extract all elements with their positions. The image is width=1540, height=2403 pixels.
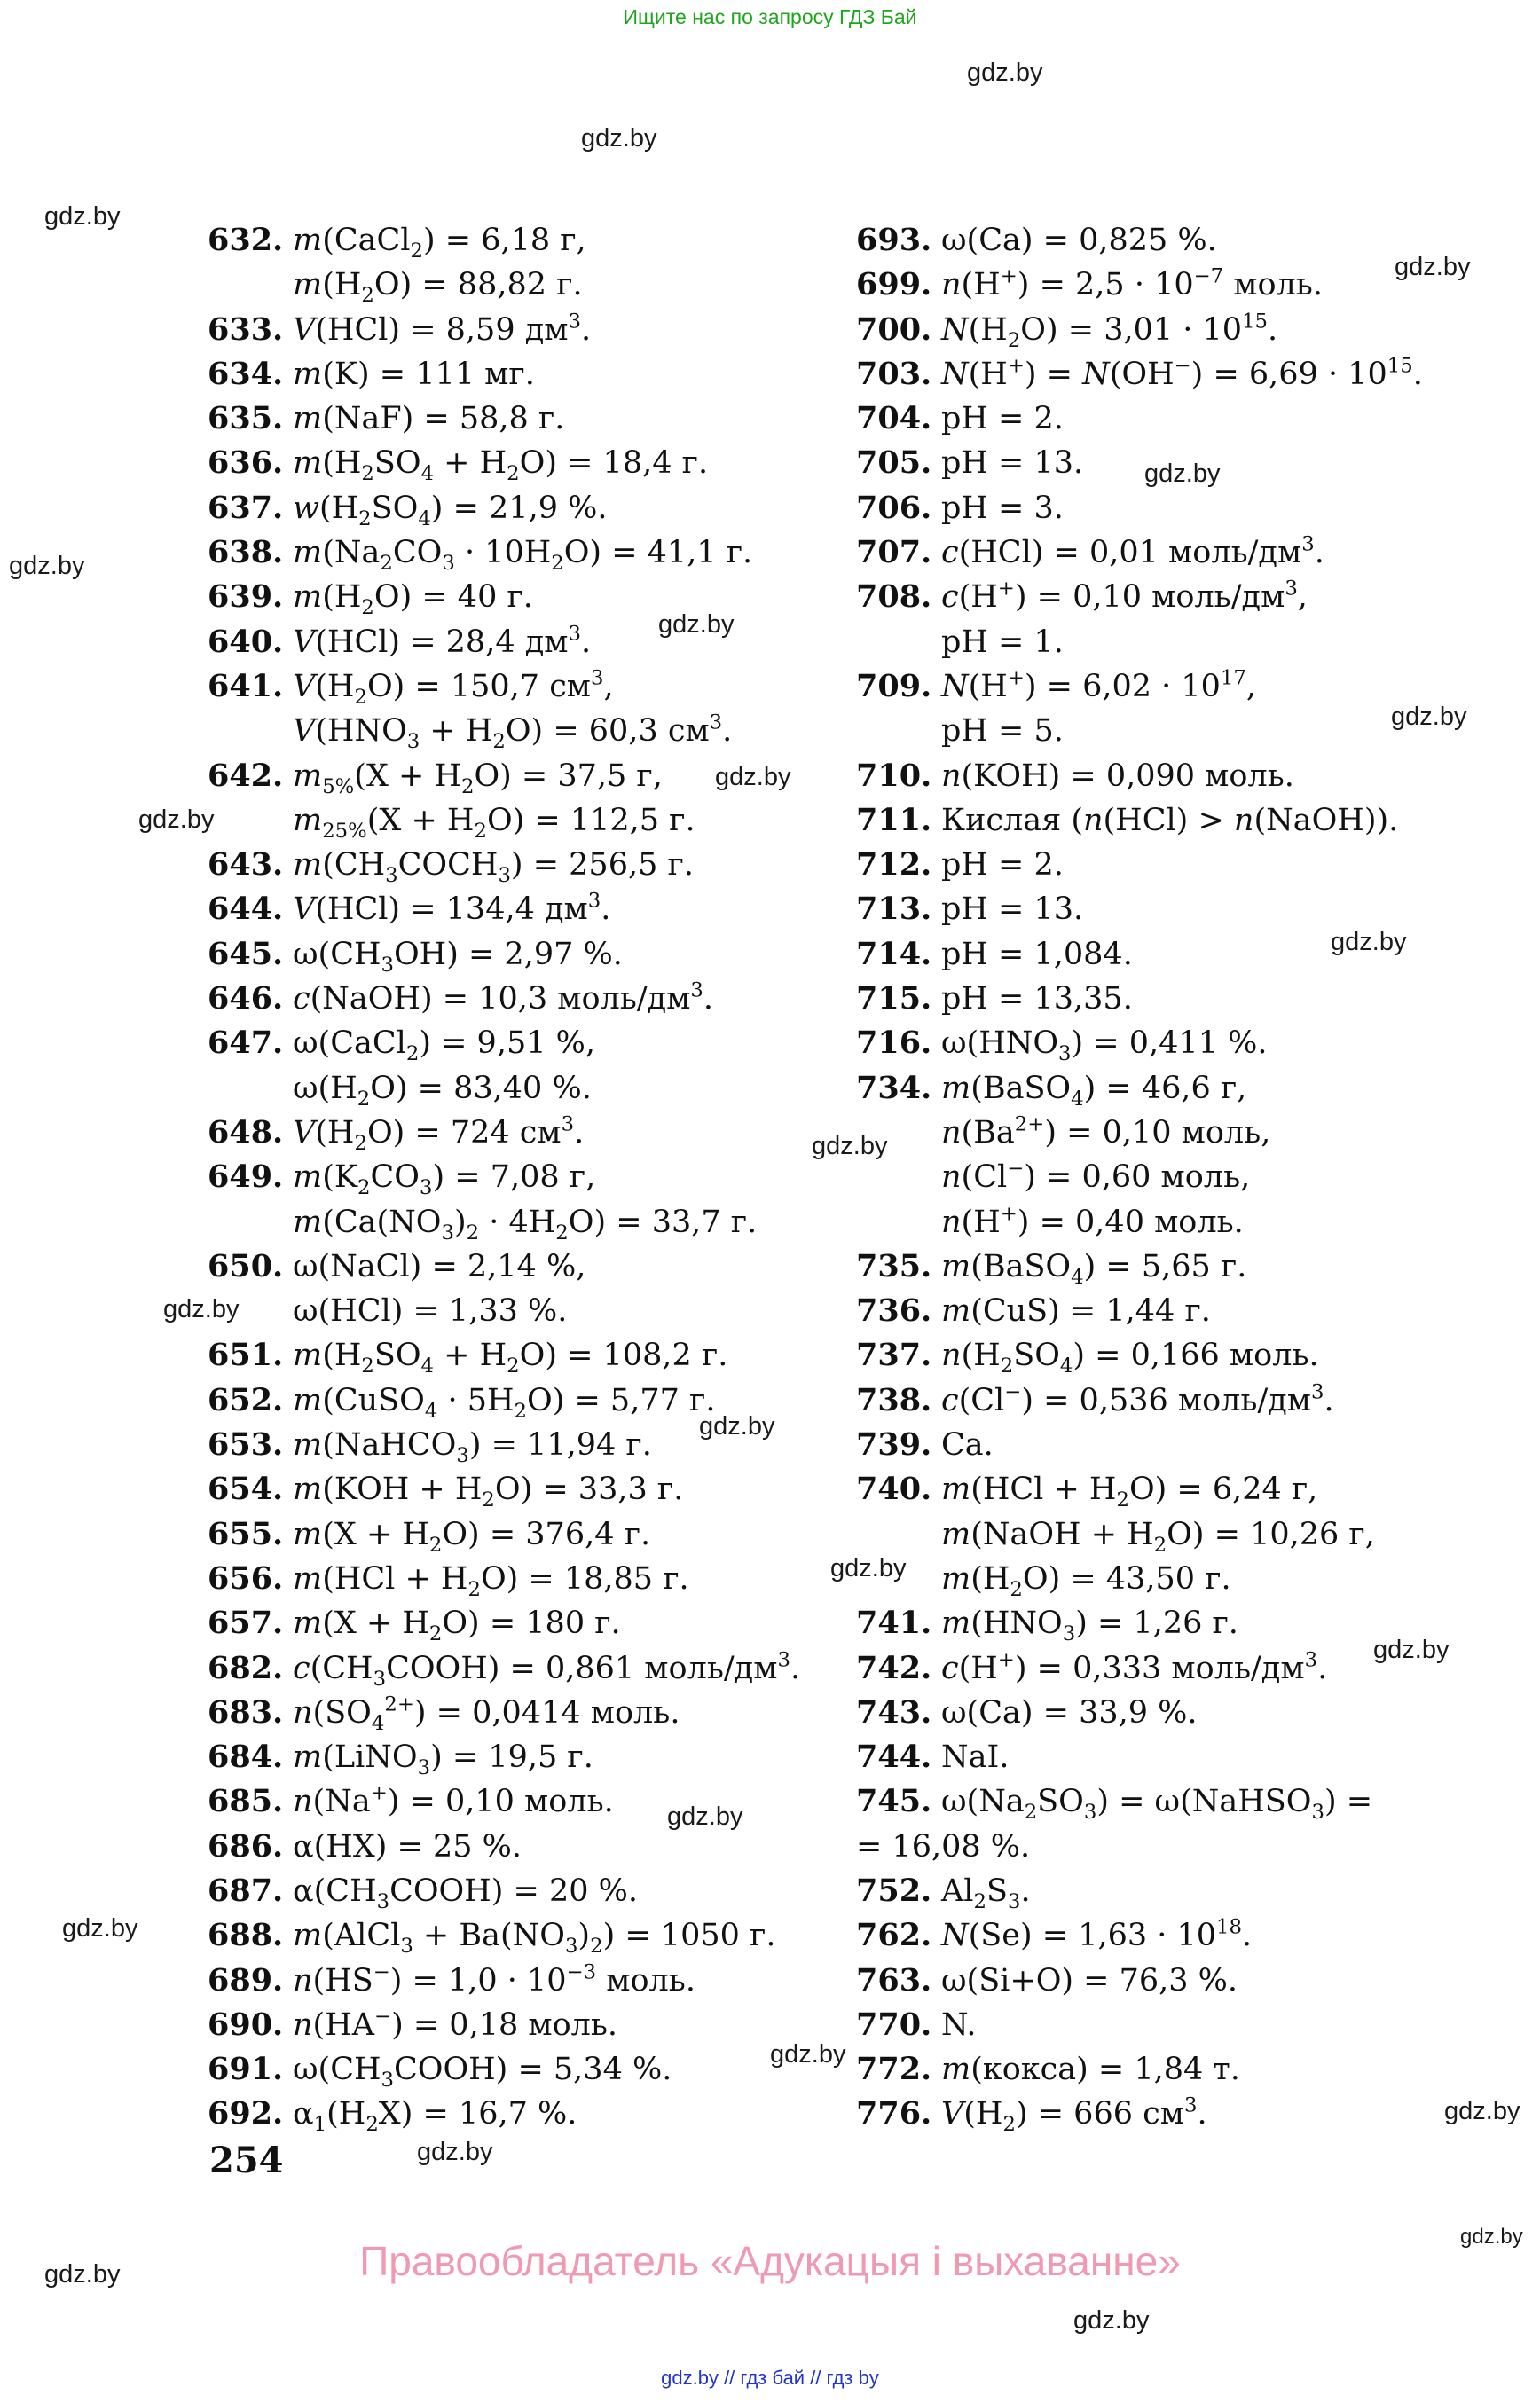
answer-number: 776. (856, 2095, 932, 2132)
answer-entry (856, 664, 1477, 709)
answer-entry (856, 1289, 1477, 1333)
answer-text: $m_{25\%}(X + H_2O) = 112,5$ г. (293, 802, 695, 843)
answer-entry (208, 1111, 846, 1155)
answer-entry (208, 1779, 846, 1824)
watermark: gdz.by (1373, 1636, 1450, 1664)
answer-entry (208, 1021, 846, 1065)
answer-number: 656. (208, 1559, 284, 1597)
answer-number: 641. (208, 667, 284, 704)
answer-text: $m(KOH + H_2O) = 33,3$ г. (293, 1472, 684, 1512)
answer-text: n(H+) = 0,40 моль. (941, 1201, 1244, 1240)
answer-entry (856, 1512, 1477, 1557)
answer-entry (208, 575, 846, 619)
answer-number: 752. (856, 1872, 932, 1909)
answer-number: 707. (856, 534, 932, 571)
answer-number: 739. (856, 1426, 932, 1464)
answer-number: 716. (856, 1025, 932, 1062)
answer-number: 706. (856, 489, 932, 526)
answer-entry (856, 1959, 1477, 2003)
answer-entry (856, 1869, 1477, 1913)
answer-text: m(NaOH + $H_2O) = 10,26$ г, (941, 1516, 1375, 1557)
answer-entry (856, 218, 1477, 263)
answer-number: 700. (856, 310, 932, 348)
answer-number: 711. (856, 801, 932, 838)
answer-entry (856, 1601, 1477, 1645)
answer-text: c(H+) = 0,10 моль/$дм^3$, (941, 577, 1308, 616)
answer-text: pH = 13. (941, 445, 1084, 482)
answer-number: 643. (208, 846, 284, 883)
answer-entry (856, 352, 1477, 397)
answer-text: $\alpha(CH_3COOH) = 20$ %. (293, 1873, 639, 1913)
answer-text: m(CaCl$_2$) = 6,18 г, (293, 223, 586, 263)
answer-entry (856, 1423, 1477, 1467)
answer-text: $m(H_2SO_4 + H_2O) = 18,4$ г. (293, 445, 709, 486)
answer-number: 699. (856, 266, 932, 303)
watermark: gdz.by (1073, 2306, 1150, 2335)
answer-text: pH = 1,084. (941, 936, 1133, 972)
answer-entry (856, 1155, 1477, 1199)
answer-number: 713. (856, 891, 932, 928)
answer-number: 745. (856, 1783, 932, 1820)
answer-number: 634. (208, 355, 284, 392)
answer-number: 743. (856, 1693, 932, 1731)
answer-number: 636. (208, 444, 284, 482)
answer-text: $V(HNO_3 + H_2O) = 60,3$ $см^3$. (293, 711, 733, 754)
answer-text: NaI. (941, 1739, 1010, 1776)
answer-text: $n(SO_4^{2+}) = 0,0414$ моль. (293, 1692, 680, 1735)
answer-text: $N(H_2O) = 3,01 \cdot 10^{15}$. (941, 309, 1278, 352)
answer-entry (208, 798, 846, 843)
answer-entry (856, 1066, 1477, 1111)
answer-number: 640. (208, 623, 284, 660)
answer-entry (856, 1467, 1477, 1512)
answer-entry (856, 1779, 1477, 1824)
answer-text: $m(H_2SO_4 + H_2O) = 108,2$ г. (293, 1338, 728, 1378)
answer-entry (856, 1200, 1477, 1245)
answer-entry (208, 1245, 846, 1289)
watermark: gdz.by (699, 1412, 775, 1441)
answer-text: $c(CH_3COOH) = 0,861$ моль/$дм^3$. (293, 1647, 801, 1691)
answer-number: 682. (208, 1649, 284, 1686)
answer-text: m(BaSO$_4$) = 46,6 г, (941, 1070, 1247, 1111)
answer-text: m(K) = 111 мг. (293, 356, 535, 392)
answer-entry (856, 2047, 1477, 2092)
answer-number: 655. (208, 1515, 284, 1552)
watermark: gdz.by (417, 2138, 493, 2166)
answer-entry (856, 1111, 1477, 1155)
answer-text: $\omega(CH_3COOH) = 5,34$ %. (293, 2052, 672, 2093)
answer-text: $m_{5\%}(X + H_2O) = 37,5$ г, (293, 758, 663, 798)
copyright-notice: Правообладатель «Адукацыя і выхаванне» (359, 2238, 1181, 2284)
watermark: gdz.by (1391, 703, 1467, 731)
answer-text: pH = 3. (941, 490, 1064, 526)
answer-number: 689. (208, 1961, 284, 1999)
answer-entry (856, 887, 1477, 931)
answer-text: $m(H_2O) = 40$ г. (293, 579, 533, 620)
answer-text: n(KOH) = 0,090 моль. (941, 758, 1294, 794)
answer-text: ω(Ca) = 33,9 %. (941, 1694, 1198, 1731)
answer-number: 693. (856, 222, 932, 258)
page-number: 254 (209, 2140, 284, 2181)
answer-text: V(HCl) = 8,59 $дм^3$. (293, 309, 592, 348)
answer-entry (208, 2047, 846, 2092)
answer-text: Кислая (n(HCl) > n(NaOH)). (941, 802, 1399, 838)
answer-entry (856, 932, 1477, 977)
answer-entry (856, 843, 1477, 887)
answer-number: 637. (208, 489, 284, 526)
watermark: gdz.by (770, 2040, 846, 2069)
answer-entry (856, 308, 1477, 352)
answer-number: 709. (856, 667, 932, 704)
answer-text: c(NaOH) = 10,3 моль/$дм^3$. (293, 978, 714, 1017)
answer-entry (856, 1378, 1477, 1423)
answer-text: m(BaSO$_4$) = 5,65 г. (941, 1248, 1247, 1289)
answer-entry (208, 1423, 846, 1467)
answer-number: 645. (208, 935, 284, 972)
answer-entry (856, 1691, 1477, 1735)
answer-number: 772. (856, 2051, 932, 2088)
answer-number: 648. (208, 1113, 284, 1150)
answer-number: 770. (856, 2006, 932, 2043)
answer-number: 738. (856, 1381, 932, 1418)
answer-entry (856, 397, 1477, 441)
answer-text: c(Cl−) = 0,536 моль/$дм^3$. (941, 1380, 1334, 1418)
answer-entry (208, 1646, 846, 1691)
answer-number: 683. (208, 1693, 284, 1731)
answer-text: $\omega(Na_2SO_3)$ = ω(NaHSO$_3$) = (941, 1784, 1373, 1825)
answer-text: m(LiNO$_3$) = 19,5 г. (293, 1739, 593, 1780)
answer-number: 633. (208, 310, 284, 348)
answer-number: 688. (208, 1917, 284, 1954)
watermark: gdz.by (163, 1295, 240, 1323)
answer-entry (208, 620, 846, 664)
answer-number: 686. (208, 1827, 284, 1865)
watermark: gdz.by (667, 1802, 743, 1831)
answer-text: pH = 2. (941, 847, 1064, 883)
answer-number: 744. (856, 1739, 932, 1776)
answer-entry (856, 1333, 1477, 1378)
answer-text: $V(H_2O) = 150,7$ $см^3$, (293, 666, 614, 709)
answer-entry (208, 1333, 846, 1378)
answer-text: $m(HCl + H_2O) = 18,85$ г. (293, 1560, 689, 1601)
watermark: gdz.by (44, 2260, 121, 2289)
answer-text: m(CuS) = 1,44 г. (941, 1293, 1211, 1330)
answer-entry (856, 2003, 1477, 2047)
answer-text: n(HA−) = 0,18 моль. (293, 2005, 618, 2043)
answer-entry (208, 2092, 846, 2136)
answer-text: $w(H_2SO_4) = 21,9$ %. (293, 490, 608, 530)
answer-entry (856, 1245, 1477, 1289)
answer-entry (208, 754, 846, 798)
answer-entry (208, 1959, 846, 2003)
answer-entry (208, 977, 846, 1021)
answers-column-right (856, 218, 1477, 2137)
watermark: gdz.by (138, 805, 215, 834)
answer-text: pH = 2. (941, 401, 1064, 437)
answer-number: 690. (208, 2006, 284, 2043)
answer-number: 638. (208, 534, 284, 571)
answer-number: 685. (208, 1783, 284, 1820)
answer-text: N. (941, 2006, 977, 2043)
answer-number: 710. (856, 757, 932, 794)
answer-entry (856, 1557, 1477, 1601)
answer-entry (856, 263, 1477, 307)
watermark: gdz.by (1444, 2097, 1520, 2125)
answer-number: 712. (856, 846, 932, 883)
answer-entry (208, 2003, 846, 2047)
answer-text: V(HCl) = 134,4 $дм^3$. (293, 889, 611, 928)
answer-text: $n(Ba^{2+}) = 0,10$ моль, (941, 1112, 1271, 1150)
answer-entry (208, 843, 846, 887)
answer-number: 762. (856, 1917, 932, 1954)
answer-text: n(Na+) = 0,10 моль. (293, 1781, 614, 1820)
answers-column-left (208, 218, 846, 2137)
answer-entry (856, 754, 1477, 798)
answer-entry (208, 664, 846, 709)
answer-number: 708. (856, 578, 932, 616)
answer-text: ω(Ca) = 0,825 %. (941, 223, 1217, 258)
answer-entry (856, 1825, 1477, 1869)
watermark: gdz.by (1460, 2225, 1523, 2249)
answer-number: 734. (856, 1069, 932, 1106)
answer-number: 692. (208, 2095, 284, 2132)
answer-number: 763. (856, 1961, 932, 1999)
answer-number: 703. (856, 355, 932, 392)
answer-entry (208, 218, 846, 263)
answer-number: 651. (208, 1337, 284, 1374)
watermark: gdz.by (1395, 253, 1471, 281)
answer-text: pH = 5. (941, 713, 1064, 750)
answer-entry (208, 308, 846, 352)
answer-text: $V(H_2) = 666$ $см^3$. (941, 2093, 1207, 2137)
answer-text: m(CuSO$_4$ · $5H_2O) = 5,77$ г. (293, 1382, 716, 1423)
answer-text: $m(HCl + H_2O) = 6,24$ г, (941, 1472, 1318, 1512)
answer-text: = 16,08 %. (856, 1828, 1031, 1865)
answer-entry (208, 397, 846, 441)
answer-text: pH = 13. (941, 891, 1084, 928)
answer-entry (208, 352, 846, 397)
answer-entry (856, 709, 1477, 753)
answer-text: $\alpha_1(H_2X) = 16,7$ %. (293, 2096, 578, 2137)
answer-number: 736. (856, 1292, 932, 1330)
answer-text: ω(HCl) = 1,33 %. (293, 1293, 568, 1330)
answer-text: m(AlCl$_3$ + $Ba(NO_3)_2) = 1050$ г. (293, 1918, 776, 1959)
answer-text: $m(Na_2CO_3 \cdot 10H_2O) = 41,1$ г. (293, 535, 753, 576)
watermark: gdz.by (581, 124, 657, 153)
answer-text: n(Cl−) = 0,60 моль, (941, 1157, 1251, 1196)
answer-entry (208, 1512, 846, 1557)
answer-entry (208, 486, 846, 530)
answer-number: 657. (208, 1605, 284, 1642)
answer-text: $N(H^+) = 6,02 \cdot 10^{17}$, (941, 666, 1257, 704)
bottom-links[interactable]: gdz.by // гдз бай // гдз by (661, 2367, 879, 2389)
answer-text: $m(Ca(NO_3)_2 \cdot 4H_2O) = 33,7$ г. (293, 1204, 758, 1245)
answer-text: V(HCl) = 28,4 $дм^3$. (293, 622, 592, 660)
answer-number: 715. (856, 980, 932, 1017)
answer-entry (208, 263, 846, 307)
answer-text: $m(HNO_3) = 1,26$ г. (941, 1606, 1238, 1646)
answer-text: $m(H_2O) = 43,50$ г. (941, 1560, 1231, 1601)
watermark: gdz.by (44, 202, 121, 231)
answer-entry (208, 1557, 846, 1601)
answer-number: 735. (856, 1247, 932, 1284)
watermark: gdz.by (715, 763, 791, 791)
answer-text: m(NaF) = 58,8 г. (293, 401, 565, 437)
watermark: gdz.by (658, 610, 735, 639)
answer-number: 691. (208, 2051, 284, 2088)
answer-entry (208, 1200, 846, 1245)
answer-number: 684. (208, 1739, 284, 1776)
answer-entry (208, 887, 846, 931)
answer-entry (208, 1066, 846, 1111)
answer-text: $\omega(CH_3OH) = 2,97$ %. (293, 936, 623, 977)
answer-text: $m(X + H_2O) = 376,4$ г. (293, 1516, 651, 1557)
answer-text: ω(Si+O) = 76,3 %. (941, 1962, 1238, 1999)
answer-text: $m(X + H_2O) = 180$ г. (293, 1606, 621, 1646)
answer-text: $m(H_2O) = 88,82$ г. (293, 267, 583, 308)
answer-entry (856, 620, 1477, 664)
answer-number: 705. (856, 444, 932, 482)
answer-entry (856, 1913, 1477, 1958)
answer-text: $m(CH_3COCH_3) = 256,5$ г. (293, 847, 694, 888)
answer-entry (208, 1913, 846, 1958)
answer-number: 632. (208, 222, 284, 258)
watermark: gdz.by (830, 1554, 907, 1582)
answer-number: 687. (208, 1872, 284, 1909)
answer-number: 649. (208, 1158, 284, 1196)
search-hint-link[interactable]: Ищите нас по запросу ГДЗ Бай (623, 5, 917, 28)
answer-entry (856, 1021, 1477, 1065)
answer-entry (208, 1691, 846, 1735)
answer-text: $m(K_2CO_3) = 7,08$ г, (293, 1159, 596, 1200)
answer-entry (208, 1378, 846, 1423)
answer-text: $\omega(HNO_3) = 0,411$ %. (941, 1025, 1268, 1066)
answer-entry (208, 1735, 846, 1779)
answer-text: c(HCl) = 0,01 моль/$дм^3$. (941, 532, 1324, 571)
answer-entry (208, 1289, 846, 1333)
answer-text: α(HX) = 25 %. (293, 1828, 522, 1865)
answer-entry (856, 977, 1477, 1021)
answer-number: 742. (856, 1649, 932, 1686)
answer-text: m(NaHCO$_3$) = 11,94 г. (293, 1427, 652, 1467)
answer-number: 647. (208, 1025, 284, 1062)
answer-number: 714. (856, 935, 932, 972)
answer-number: 635. (208, 400, 284, 437)
answer-text: $\omega(H_2O) = 83,40$ %. (293, 1070, 592, 1111)
answer-entry (208, 1869, 846, 1913)
answer-number: 704. (856, 400, 932, 437)
answer-entry (856, 1646, 1477, 1691)
answer-number: 652. (208, 1381, 284, 1418)
answer-text: $N(H^+) = N(OH^-) = 6,69 \cdot 10^{15}$. (941, 354, 1423, 392)
answer-text: pH = 13,35. (941, 981, 1133, 1017)
answer-entry (856, 441, 1477, 485)
answer-text: $n(H^+) = 2,5 \cdot 10^{-7}$ моль. (941, 264, 1323, 303)
answer-entry (208, 1467, 846, 1512)
answer-number: 639. (208, 578, 284, 616)
answer-text: $n(HS^-) = 1,0 \cdot 10^{-3}$ моль. (293, 1959, 695, 1999)
watermark: gdz.by (1144, 459, 1221, 488)
answer-entry (856, 530, 1477, 575)
answer-entry (856, 2092, 1477, 2136)
answer-number: 653. (208, 1426, 284, 1464)
answer-text: $N(Se) = 1,63 \cdot 10^{18}$. (941, 1915, 1253, 1954)
answer-number: 740. (856, 1471, 932, 1508)
watermark: gdz.by (9, 552, 85, 580)
answer-text: pH = 1. (941, 624, 1064, 660)
answer-text: c(H+) = 0,333 моль/$дм^3$. (941, 1647, 1328, 1686)
answer-number: 644. (208, 891, 284, 928)
watermark: gdz.by (1331, 928, 1407, 956)
answer-entry (856, 798, 1477, 843)
answer-entry (856, 1735, 1477, 1779)
answer-text: $n(H_2SO_4) = 0,166$ моль. (941, 1338, 1319, 1378)
answer-entry (856, 486, 1477, 530)
watermark: gdz.by (967, 59, 1043, 87)
answer-number: 646. (208, 980, 284, 1017)
answer-entry (208, 441, 846, 485)
answer-text: ω(CaCl$_2$) = 9,51 %, (293, 1025, 595, 1066)
answer-entry (208, 1601, 846, 1645)
answer-entry (208, 530, 846, 575)
answer-entry (208, 1155, 846, 1199)
answer-text: $V(H_2O) = 724$ $см^3$. (293, 1112, 585, 1155)
answer-text: ω(NaCl) = 2,14 %, (293, 1248, 586, 1284)
answer-entry (208, 932, 846, 977)
answer-text: $Al_2S_3$. (941, 1873, 1031, 1913)
watermark: gdz.by (812, 1132, 888, 1160)
answer-text: m(кокса) = 1,84 т. (941, 2052, 1240, 2088)
watermark: gdz.by (62, 1914, 138, 1943)
answer-number: 642. (208, 757, 284, 794)
answer-entry (208, 709, 846, 753)
answer-number: 654. (208, 1471, 284, 1508)
answer-entry (856, 575, 1477, 619)
answer-number: 737. (856, 1337, 932, 1374)
answer-number: 741. (856, 1605, 932, 1642)
answer-text: Ca. (941, 1427, 994, 1464)
answer-entry (208, 1825, 846, 1869)
answer-number: 650. (208, 1247, 284, 1284)
